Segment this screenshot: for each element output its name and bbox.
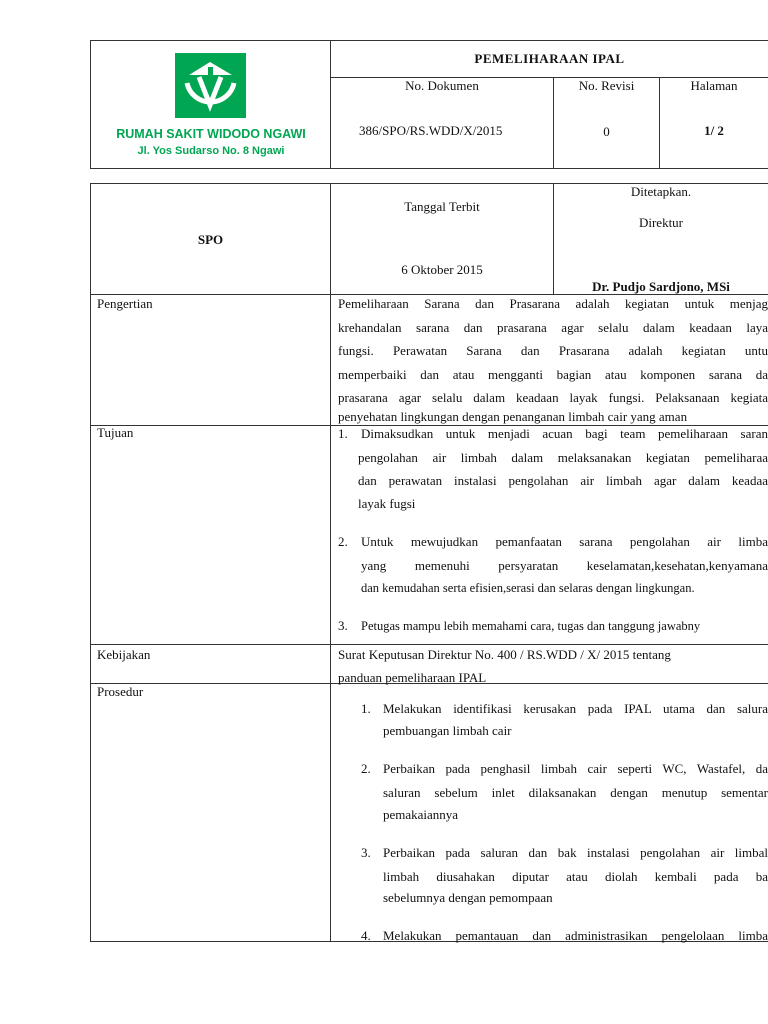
pengertian-line: krehandalan sarana dan prasarana agar selalu dalam keadaan laya (338, 319, 768, 335)
page-value: 1/ 2 (704, 123, 724, 138)
prosedur-item-number: 4. (361, 928, 371, 943)
prosedur-item-number: 1. (361, 701, 371, 716)
established-label: Ditetapkan. (630, 184, 692, 199)
doc-no-value: 386/SPO/RS.WDD/X/2015 (359, 123, 503, 138)
tujuan-item-number: 3. (338, 618, 348, 633)
pengertian-line: prasarana agar selalu dalam keadaan layak fungsi. Pelaksanaan kegiata (338, 390, 768, 405)
prosedur-item-line: sebelumnya dengan pemompaan (383, 890, 553, 905)
issue-date-value: 6 Oktober 2015 (401, 262, 483, 277)
tujuan-label: Tujuan (97, 425, 134, 440)
prosedur-item-line: Melakukan identifikasi kerusakan pada IPAL utama dan salura (383, 701, 768, 716)
kebijakan-line: panduan pemeliharaan IPAL (338, 670, 487, 685)
prosedur-item-line: Perbaikan pada penghasil limbah cair seperti WC, Wastafel, da (383, 761, 768, 776)
hospital-name: RUMAH SAKIT WIDODO NGAWI (116, 127, 306, 141)
document-title: PEMELIHARAAN IPAL (474, 51, 625, 66)
tujuan-item-line: Petugas mampu lebih memahami cara, tugas dan tanggung jawabny (361, 619, 701, 633)
tujuan-item-line: Dimaksudkan untuk menjadi acuan bagi team pemeliharaan saran (361, 426, 768, 441)
pengertian-line: Pemeliharaan Sarana dan Prasarana adalah kegiatan untuk menjag (338, 296, 768, 311)
issue-date-label: Tanggal Terbit (404, 199, 480, 214)
prosedur-item-line: pembuangan limbah cair (383, 723, 512, 738)
director-label: Direktur (638, 215, 684, 230)
doc-no-label: No. Dokumen (405, 78, 479, 93)
tujuan-item-line: pengolahan air limbah dalam melaksanakan kegiatan pemeliharaa (358, 449, 768, 465)
prosedur-item-line: limbah diusahakan diputar atau diolah kembali pada ba (383, 868, 768, 884)
prosedur-item-line: pemakaiannya (383, 807, 459, 822)
kebijakan-label: Kebijakan (97, 647, 151, 662)
pengertian-line: penyehatan lingkungan dengan penanganan limbah cair yang aman (338, 409, 688, 424)
page-label: Halaman (690, 78, 738, 93)
pengertian-line: memperbaiki dan atau mengganti bagian atau komponen sarana da (338, 366, 768, 382)
pengertian-label: Pengertian (97, 296, 153, 311)
revision-value: 0 (603, 124, 610, 139)
prosedur-item-line: Perbaikan pada saluran dan bak instalasi pengolahan air limbal (383, 845, 768, 860)
kebijakan-line: Surat Keputusan Direktur No. 400 / RS.WDD / X/ 2015 tentang (338, 647, 671, 662)
prosedur-item-line: Melakukan pemantauan dan administrasikan pengelolaan limba (383, 928, 768, 943)
hospital-logo-icon (175, 53, 246, 118)
tujuan-item-line: yang memenuhi persyaratan keselamatan,kesehatan,kenyamana (361, 557, 768, 573)
pengertian-line: fungsi. Perawatan Sarana dan Prasarana adalah kegiatan untu (338, 343, 768, 358)
hospital-address: Jl. Yos Sudarso No. 8 Ngawi (137, 145, 285, 157)
revision-label: No. Revisi (578, 78, 635, 93)
director-name: Dr. Pudjo Sardjono, MSi (592, 279, 730, 294)
tujuan-item-number: 2. (338, 534, 348, 549)
tujuan-item-line: dan kemudahan serta efisien,serasi dan selaras dengan lingkungan. (361, 581, 695, 595)
tujuan-item-number: 1. (338, 426, 348, 441)
hospital-logo (175, 53, 246, 118)
tujuan-item-line: dan perawatan instalasi pengolahan air limbah agar dalam keadaa (358, 473, 768, 488)
prosedur-label: Prosedur (97, 684, 144, 699)
prosedur-item-number: 2. (361, 761, 371, 776)
prosedur-item-line: saluran sebelum inlet dilaksanakan dengan menutup sementar (383, 784, 768, 800)
spo-label: SPO (197, 232, 224, 247)
prosedur-item-number: 3. (361, 845, 371, 860)
tujuan-item-line: Untuk mewujudkan pemanfaatan sarana pengolahan air limba (361, 534, 768, 549)
tujuan-item-line: layak fugsi (358, 496, 416, 511)
